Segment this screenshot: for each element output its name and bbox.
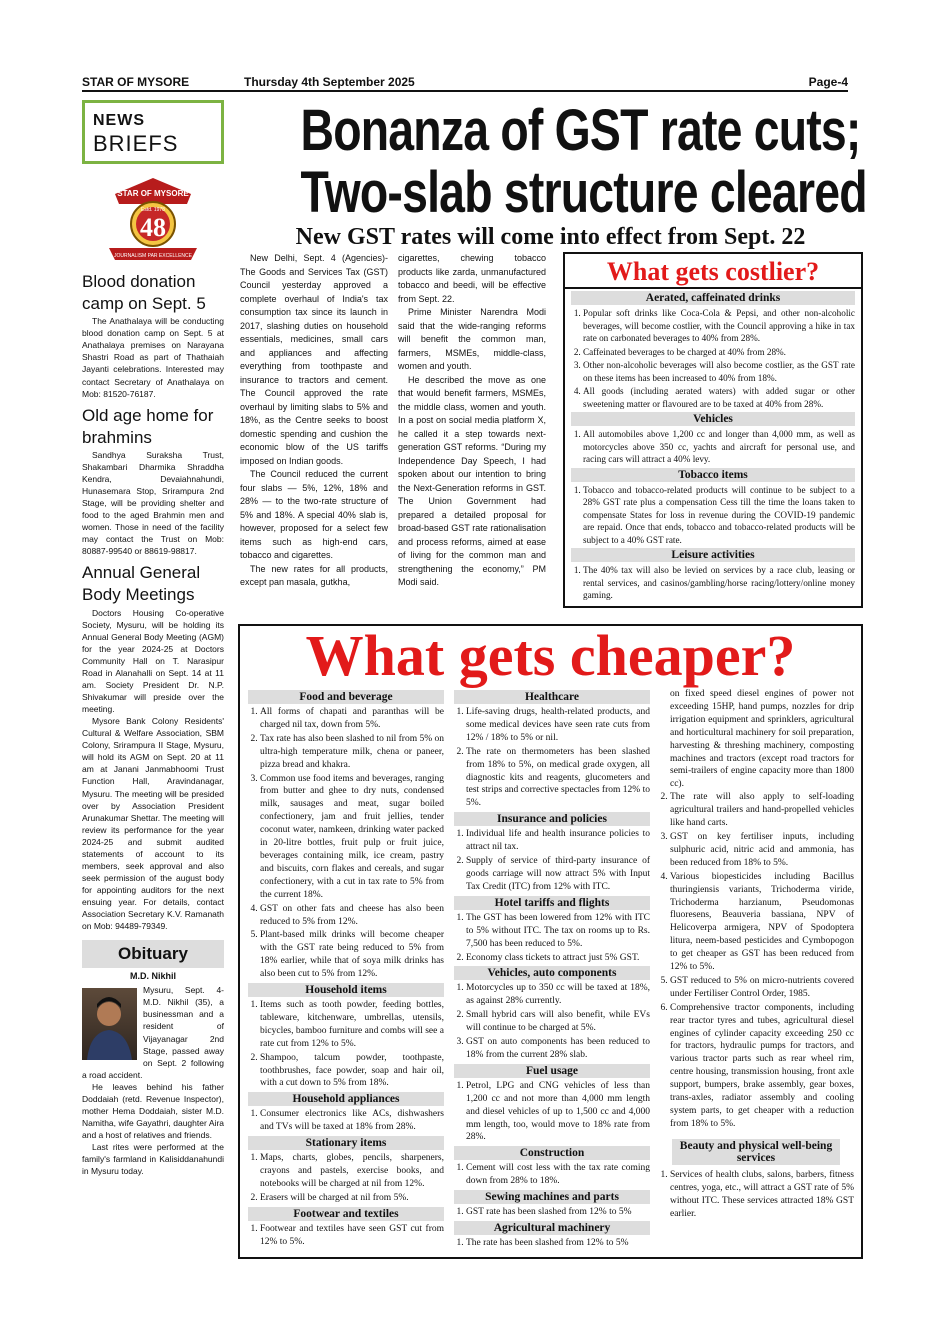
- brief-body: Sandhya Suraksha Trust, Shakambari Dharmika Shraddha Kendra, Devaiahnahundi, Hunasemara Stop, Srirampura 2nd Stage, will be providing shelter and food to the aged Brahmin men and women. Those in need of the facility may contact the Trust on Mob: 80887-99540 or 88619-98817.: [82, 449, 224, 557]
- star-of-mysore-48-emblem: [101, 174, 205, 266]
- cheaper-column-3: [658, 688, 854, 1221]
- section-heading: Food and beverage: [248, 690, 444, 704]
- cheaper-box: [238, 624, 863, 1259]
- lead-story: [238, 98, 867, 251]
- list-item: 1. Motorcycles up to 350 cc will be taxed at 18%, as against 28% currently.: [466, 982, 650, 1008]
- section-heading: Construction: [454, 1146, 650, 1160]
- list-item: 1. Consumer electronics like ACs, dishwashers and TVs will be taxed at 18% from 28%.: [260, 1108, 444, 1134]
- brief-body: Mysore Bank Colony Residents' Cultural & Welfare Association, SBM Colony, Srirampura II Stage, Mysuru, will hold its AGM on Sept. 20 at 11 am at Janani Janmabhoomi Trust Function Hall, Aravindanagar, Mysuru. The meeting will be presided over by Association President Arunakumar Shettar. The meeting will review its performance for the year 2024-25 and submit audited statements of account to its members, seek approval and also seek permission of the august body for appointing auditors for the next ensuing year. For details, contact Association Secretary K.V. Ramanath on Mob: 94489-79349.: [82, 716, 224, 932]
- list-item: 2. Shampoo, talcum powder, toothpaste, toothbrushes, face powder, soap and hair oil, with a cut down to 5% from 18%.: [260, 1052, 444, 1091]
- obituary-heading: Obituary: [82, 940, 224, 968]
- news-label: NEWS: [93, 112, 145, 129]
- list-item: 2. Supply of service of third-party insurance of goods carriage will now attract 5% with Input Tax Credit (ITC) from 12% with ITC.: [466, 855, 650, 894]
- costlier-title: What gets costlier?: [565, 257, 861, 289]
- story-column-2: [398, 252, 546, 590]
- section-heading: Household items: [248, 983, 444, 997]
- logo-ribbon-text: JOURNALISM PAR EXCELLENCE: [114, 253, 192, 259]
- obituary-name: M.D. Nikhil: [129, 971, 176, 982]
- logo-number: 48: [140, 213, 166, 242]
- list-item: 1. Items such as tooth powder, feeding bottles, tableware, kitchenware, umbrellas, utensils, bicycles, bamboo furniture and combs will see a rate cut from 12% to 5%.: [260, 999, 444, 1051]
- list-item: 2. Caffeinated beverages to be charged at 40% from 28%.: [583, 346, 855, 359]
- list-item: 1. Petrol, LPG and CNG vehicles of less than 1,200 cc and not more than 4,000 mm length and diesel vehicles of up to 1,500 cc and 4,000 mm length, too, would move to 18% rate from 28%.: [466, 1080, 650, 1145]
- list-item: 2. The rate will also apply to self-loading agricultural trailers and hand-propelled vehicles like hand carts.: [670, 791, 854, 830]
- cheaper-column-1: [248, 688, 444, 1250]
- section-list: [454, 1080, 650, 1145]
- cheaper-continued-text: on fixed speed diesel engines of power not exceeding 15HP, hand pumps, nozzles for drip irrigation equipment and sprinklers, agricultural and horticultural machinery for soil preparation, harvesting & threshing machinery, composting machines and tractors (except road tractors for semi-trailers of engine capacity more than 1800 cc).: [670, 689, 854, 790]
- person-photo-icon: [82, 988, 137, 1060]
- list-item: 1. Maps, charts, globes, pencils, sharpeners, crayons and pastels, exercise books, and notebooks will be charged at nil from 12%.: [260, 1152, 444, 1191]
- section-heading: Vehicles: [571, 412, 855, 426]
- list-item: 3. GST on auto components has been reduced to 18% from the current 28% slab.: [466, 1036, 650, 1062]
- section-list: [454, 912, 650, 965]
- cheaper-list: [658, 791, 854, 1131]
- list-item: 1. The GST has been lowered from 12% with ITC to 5% without ITC. The tax on rooms up to Rs. 7,500 has been reduced to 5%.: [466, 912, 650, 951]
- list-item: 1. All forms of chapati and paranthas will be charged nil tax, down from 5%.: [260, 706, 444, 732]
- section-list: [571, 428, 855, 466]
- logo-estd-text: Estd. 1978: [141, 207, 165, 213]
- list-item: 3. Other non-alcoholic beverages will also become costlier, as the GST rate on these items has been increased to 40% from 18%.: [583, 359, 855, 384]
- subheadline: New GST rates will come into effect from Sept. 22: [295, 224, 806, 250]
- list-item: 4. GST on other fats and cheese has also been reduced to 5% from 12%.: [260, 903, 444, 929]
- list-item: 1. All automobiles above 1,200 cc and longer than 4,000 mm, as well as motorcycles above 350 cc, yachts and aircraft for personal use, and racing cars will attract a 40% levy.: [583, 428, 855, 466]
- section-heading: Footwear and textiles: [248, 1207, 444, 1221]
- section-heading: Insurance and policies: [454, 812, 650, 826]
- list-item: 5. Plant-based milk drinks will become cheaper with the GST rate being reduced to 5% from 18% earlier, while that of soya milk drinks has also been cut to 5% from 12%.: [260, 929, 444, 981]
- page-header: [82, 74, 848, 92]
- section-heading: Aerated, caffeinated drinks: [571, 291, 855, 305]
- story-paragraph: Prime Minister Narendra Modi said that the wide-ranging reforms will benefit the common man, farmers, MSMEs, middle-class, women and youth.: [398, 307, 546, 371]
- section-heading: Household appliances: [248, 1092, 444, 1106]
- section-list: [454, 1237, 650, 1250]
- section-heading: Hotel tariffs and flights: [454, 896, 650, 910]
- obituary-body: Last rites were performed at the family's farmland in Kalisiddanahundi in Mysuru today.: [82, 1142, 224, 1177]
- list-item: 1. Cement will cost less with the tax rate coming down from 28% to 18%.: [466, 1162, 650, 1188]
- list-item: 1. Tobacco and tobacco-related products will continue to be subject to a 28% GST rate plus a compensation Cess till the time the loans taken to compensate States for loss in revenue during the COVID-19 pandemic are repaid. Once that ends, tobacco and tobacco-related products will be subject to a 40% GST rate.: [583, 484, 855, 547]
- list-item: 4. All goods (including aerated waters) with added sugar or other sweetening matter or flavoured are to be taxed at 40% from 28%.: [583, 385, 855, 410]
- brief-title: Old age home for brahmins: [82, 405, 214, 447]
- list-item: 1. GST rate has been slashed from 12% to 5%: [466, 1206, 650, 1219]
- section-list: [248, 999, 444, 1090]
- list-item: 1. Life-saving drugs, health-related products, and some medical devices have seen rate cuts from 12% / 18% to 5% or nil.: [466, 706, 650, 745]
- list-item: 1. The rate has been slashed from 12% to 5%: [466, 1237, 650, 1250]
- section-list: [248, 1223, 444, 1249]
- section-list: [454, 828, 650, 894]
- section-heading: Leisure activities: [571, 548, 855, 562]
- costlier-box: [563, 252, 863, 608]
- page-number: Page-4: [808, 75, 848, 89]
- section-heading: Fuel usage: [454, 1064, 650, 1078]
- story-paragraph: The new rates for all products, except pan masala, gutkha,: [240, 563, 388, 587]
- obituary-photo: [82, 988, 137, 1060]
- list-item: 3. GST on key fertiliser inputs, including sulphuric acid, nitric acid and ammonia, has been reduced from 18% to 5%.: [670, 831, 854, 870]
- story-paragraph: The Council reduced the current four slabs — 5%, 12%, 18% and 28% — to the two-rate structure of 5% and 18%. A special 40% slab is, however, proposed for a select few items such as high-end cars, tobacco and cigarettes.: [240, 469, 388, 560]
- section-list: [454, 1206, 650, 1219]
- brief-body: The Anathalaya will be conducting blood donation camp on Sept. 5 at Anathalaya premises on Narayana Shastri Road as part of Thathaiah Jayanti celebrations. Interested may contact Secretary of Anathalaya on Mob: 81520-76187.: [82, 316, 224, 399]
- section-list: [248, 706, 444, 981]
- section-list: [454, 1162, 650, 1188]
- list-item: 4. Various biopesticides including Bacillus thuringiensis variants, Trichoderma viride, Trichoderma harzianum, Pseudomonas fluoresens, Beauveria bassiana, NPV of Helicoverpa armigera, NPV of Spodoptera litura, neem-based pesticides and Cymbopogon to get cheaper as GST has been reduced from 12% to 5%.: [670, 871, 854, 974]
- section-list: [248, 1108, 444, 1134]
- section-list: [571, 307, 855, 410]
- cheaper-column-2: [454, 688, 650, 1251]
- section-heading: Stationary items: [248, 1136, 444, 1150]
- cheaper-title: What gets cheaper?: [305, 623, 796, 688]
- list-item: 2. Tax rate has also been slashed to nil from 5% on ultra-high temperature milk, chena or paneer, pizza bread and khakra.: [260, 733, 444, 772]
- obituary-body: Mysuru, Sept. 4- M.D. Nikhil (35), a businessman and a resident of Vijayanagar 2nd Stage, passed away on Sept. 2 following a road accident.: [82, 985, 224, 1080]
- headline-line-2: Two-slab structure cleared: [300, 160, 867, 225]
- list-item: 6. Comprehensive tractor components, including rear tractor tyres and tubes, agricultural diesel engines of cylinder capacity exceeding 250 cc for tractors, hydraulic pumps for tractors, and various tractor parts such as rear wheel rim, centre housing, transmission housing, front axle support, bumpers, brake assembly, gear boxes, trans-axles, radiator assembly and cooling system parts, to get cheaper with a reduction from 18% to 5%.: [670, 1002, 854, 1131]
- section-list: [571, 484, 855, 547]
- headline-line-1: Bonanza of GST rate cuts;: [300, 98, 861, 163]
- story-paragraph: cigarettes, chewing tobacco products like zarda, unmanufactured tobacco and beedi, will be effective from Sept. 22.: [398, 253, 546, 304]
- paper-name: STAR OF MYSORE: [82, 75, 190, 89]
- section-heading: Tobacco items: [571, 468, 855, 482]
- news-briefs-box: [82, 100, 224, 164]
- list-item: 2. Small hybrid cars will also benefit, while EVs will continue to be charged at 5%.: [466, 1009, 650, 1035]
- list-item: 1. Individual life and health insurance policies to attract nil tax.: [466, 828, 650, 854]
- list-item: 1. Footwear and textiles have seen GST cut from 12% to 5%.: [260, 1223, 444, 1249]
- section-heading: Beauty and physical well-being services: [672, 1139, 840, 1165]
- news-briefs-sidebar: [82, 100, 224, 1177]
- section-list: [454, 982, 650, 1061]
- brief-body: Doctors Housing Co-operative Society, Mysuru, will be holding its Annual General Body Meeting (AGM) for the year 2024-25 at Doctors Community Hall on T. Narasipur Road in Alanahalli on Sept. 14 at 11 am. Society President Dr. N.P. Shivakumar will preside over the meeting.: [82, 607, 224, 715]
- section-heading: Sewing machines and parts: [454, 1190, 650, 1204]
- brief-title: Blood donation camp on Sept. 5: [82, 272, 206, 314]
- list-item: 1. Services of health clubs, salons, barbers, fitness centres, yoga, etc., will attract a GST rate of 5% without ITC. These services attracted 18% GST earlier.: [670, 1169, 854, 1221]
- list-item: 1. Popular soft drinks like Coca-Cola & Pepsi, and other non-alcoholic beverages, will become costlier, with the Council approving a hike in tax rate on carbonated beverages to 40% from 28%.: [583, 307, 855, 345]
- issue-date: Thursday 4th September 2025: [244, 75, 415, 89]
- briefs-label: BRIEFS: [93, 131, 179, 156]
- list-item: 1. The 40% tax will also be levied on services by a race club, leasing or rental services, and casinos/gambling/horse racing/lottery/online money gaming.: [583, 564, 855, 602]
- costlier-sections: [571, 291, 855, 602]
- logo-top-text: STAR OF MYSORE: [117, 189, 189, 198]
- list-item: 3. Common use food items and beverages, ranging from butter and ghee to dry nuts, condensed milk, sausages and meat, sugar boiled confectionery, jam and fruit jellies, tender coconut water, namkeen, drinking water packed in 20-litre bottles, fruit pulp or fruit juice, beverages containing milk, ice cream, pastry and biscuits, corn flakes and cereals, and sugar confectionery, with a cut in tax rate to 5% from the current 18%.: [260, 773, 444, 902]
- list-item: 2. Erasers will be charged at nil from 5%.: [260, 1192, 444, 1205]
- section-heading: Healthcare: [454, 690, 650, 704]
- list-item: 5. GST reduced to 5% on micro-nutrients covered under Fertiliser Control Order, 1985.: [670, 975, 854, 1001]
- section-heading: Agricultural machinery: [454, 1221, 650, 1235]
- anniversary-logo: [82, 174, 224, 266]
- list-item: 2. The rate on thermometers has been slashed from 18% to 5%, on medical grade oxygen, all diagnostic kits and reagents, glucometers and test strips and corrective spectacles from 12% to 5%.: [466, 746, 650, 811]
- list-item: 2. Economy class tickets to attract just 5% GST.: [466, 952, 650, 965]
- obituary-body: He leaves behind his father Doddaiah (retd. Revenue Inspector), mother Hema Doddaiah, sister M.D. Namitha, wife Gayathri, daughter Aira and a host of relatives and friends.: [82, 1081, 224, 1140]
- section-list: [454, 706, 650, 810]
- story-paragraph: He described the move as one that would benefit farmers, MSMEs, the middle class, women and youth. In a post on social media platform X, he called it a step towards next-generation GST reforms. “During my Independence Day Speech, I had spoken about our intention to bring the Next-Generation reforms in GST. The Union Government had prepared a detailed proposal for broad-based GST rate rationalisation and process reforms, aimed at ease of living for the common man and strengthening the economy,” PM Modi said.: [398, 374, 546, 587]
- cheaper-list: [658, 1169, 854, 1221]
- section-heading: Vehicles, auto components: [454, 966, 650, 980]
- section-list: [571, 564, 855, 602]
- story-paragraph: New Delhi, Sept. 4 (Agencies)- The Goods and Services Tax (GST) Council yesterday approved a complete overhaul of India's tax consumption tax since its launch in 2017, slashing duties on household essentials, medicines, small cars and appliances and affecting everything from toothpaste and insurance to tractors and cement. The Council approved the rate overhaul by limiting slabs to 5% and 18%, as the Centre seeks to boost domestic spending and cushion the economic blow of the US tariffs imposed on Indian goods.: [240, 253, 388, 466]
- brief-title: Annual General Body Meetings: [82, 563, 201, 605]
- section-list: [248, 1152, 444, 1205]
- story-column-1: [240, 252, 388, 590]
